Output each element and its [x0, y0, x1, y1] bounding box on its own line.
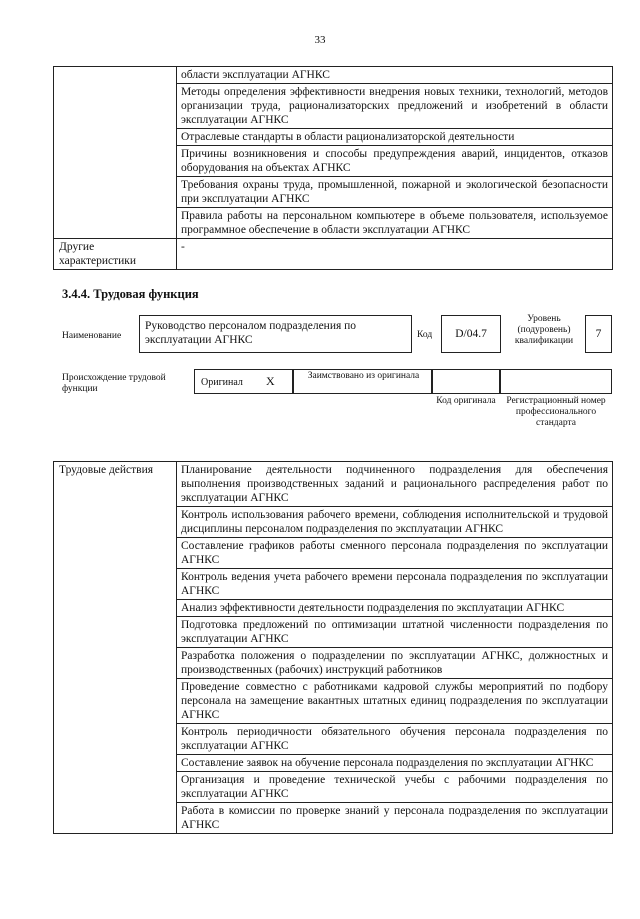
table-cell: Контроль периодичности обязательного обучения персонала подразделения по эксплуатации АГНКС	[177, 724, 613, 755]
table-row	[54, 177, 613, 208]
row-label	[54, 84, 177, 129]
row-label	[54, 208, 177, 239]
knowledge-table	[53, 66, 613, 270]
page-number: 33	[314, 34, 326, 46]
origin-caption: Происхождение трудовой функции	[62, 373, 166, 394]
table-row	[54, 146, 613, 177]
table-row	[54, 462, 613, 507]
table-cell: области эксплуатации АГНКС	[177, 67, 613, 84]
table-cell: Анализ эффективности деятельности подразделения по эксплуатации АГНКС	[177, 600, 613, 617]
original-code-cell	[432, 369, 500, 394]
function-code-field: D/04.7	[441, 315, 501, 353]
other-characteristics-label: Другие характеристики	[54, 239, 177, 270]
table-cell: Проведение совместно с работниками кадровой службы мероприятий по подбору персонала на замещение вакантных штатных единиц подразделения по эксплуатации АГНКС	[177, 679, 613, 724]
section-heading: 3.4.4. Трудовая функция	[62, 287, 199, 301]
row-label	[54, 67, 177, 84]
borrowed-cell	[293, 369, 432, 394]
table-cell: Планирование деятельности подчиненного подразделения для обеспечения выполнения производственных заданий и рационального распределения работ по эксплуатации АГНКС	[177, 462, 613, 507]
table-cell: Требования охраны труда, промышленной, пожарной и экологической безопасности при эксплуатации АГНКС	[177, 177, 613, 208]
qualification-level-field: 7	[585, 315, 612, 353]
borrowed-label: Заимствовано из оригинала	[307, 371, 420, 381]
labor-actions-table	[53, 461, 613, 834]
table-cell: Составление заявок на обучение персонала подразделения по эксплуатации АГНКС	[177, 755, 613, 772]
code-caption: Код	[417, 330, 433, 340]
level-caption: Уровень (подуровень) квалификации	[514, 314, 574, 346]
table-row	[54, 129, 613, 146]
other-characteristics-value: -	[177, 239, 613, 270]
labor-actions-label: Трудовые действия	[54, 462, 177, 834]
table-cell: Разработка положения о подразделении по эксплуатации АГНКС, должностных и производственных (рабочих) инструкций работников	[177, 648, 613, 679]
row-label	[54, 129, 177, 146]
table-cell: Организация и проведение технической учебы с рабочими подразделения по эксплуатации АГНКС	[177, 772, 613, 803]
table-row	[54, 67, 613, 84]
table-cell: Отраслевые стандарты в области рационализаторской деятельности	[177, 129, 613, 146]
original-cell	[194, 369, 293, 394]
original-code-caption: Код оригинала	[436, 396, 496, 406]
function-name-field: Руководство персоналом подразделения по эксплуатации АГНКС	[139, 315, 412, 353]
registration-number-caption: Регистрационный номер профессионального стандарта	[506, 396, 606, 428]
table-cell: Правила работы на персональном компьютере в объеме пользователя, используемое программное обеспечение в области эксплуатации АГНКС	[177, 208, 613, 239]
row-label	[54, 146, 177, 177]
table-row	[54, 84, 613, 129]
original-mark: X	[266, 374, 275, 388]
table-cell: Контроль использования рабочего времени, соблюдения исполнительской и трудовой дисциплины персоналом подразделения по эксплуатации АГНКС	[177, 507, 613, 538]
table-cell: Причины возникновения и способы предупреждения аварий, инцидентов, отказов оборудования на объектах АГНКС	[177, 146, 613, 177]
table-row	[54, 208, 613, 239]
table-cell: Контроль ведения учета рабочего времени персонала подразделения по эксплуатации АГНКС	[177, 569, 613, 600]
registration-number-cell	[500, 369, 612, 394]
name-caption: Наименование	[62, 331, 122, 341]
table-cell: Составление графиков работы сменного персонала подразделения по эксплуатации АГНКС	[177, 538, 613, 569]
table-cell: Подготовка предложений по оптимизации штатной численности подразделения по эксплуатации АГНКС	[177, 617, 613, 648]
table-row	[54, 239, 613, 270]
original-label: Оригинал	[201, 377, 243, 388]
row-label	[54, 177, 177, 208]
table-cell: Методы определения эффективности внедрения новых техники, технологий, методов организации труда, рационализаторских предложений и изобретений в области эксплуатации АГНКС	[177, 84, 613, 129]
table-cell: Работа в комиссии по проверке знаний у персонала подразделения по эксплуатации АГНКС	[177, 803, 613, 834]
